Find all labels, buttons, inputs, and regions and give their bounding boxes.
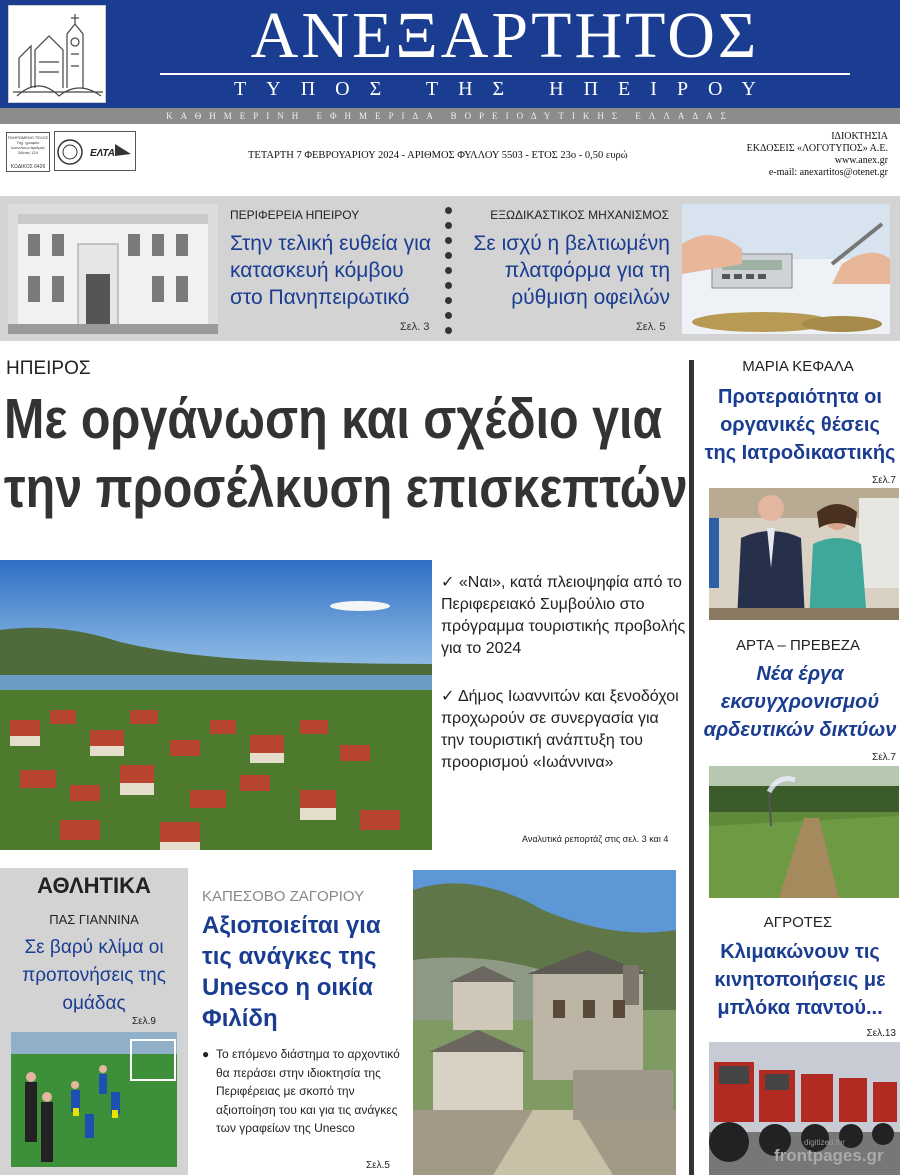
main-page-ref: Αναλυτικά ρεπορτάζ στις σελ. 3 και 4 [522,834,669,844]
elta-text: ΕΛΤΑ [90,148,116,159]
right-1-headline[interactable]: Προτεραιότητα οι οργανικές θέσεις της Ιατροδικαστικής [704,386,896,464]
sports-headline[interactable]: Σε βαρύ κλίμα οι προπονήσεις της ομάδας [22,937,166,1014]
right-3-page: Σελ.13 [866,1028,896,1039]
main-headline-line-1: Με οργάνωση και σχέδιο για [4,387,663,451]
zagori-text [202,1045,401,1138]
right-2-kicker: ΑΡΤΑ – ΠΡΕΒΕΖΑ [736,637,860,654]
right-2-headline[interactable]: Νέα έργα εκσυγχρονισμού αρδευτικών δικτύων [703,663,897,741]
masthead-subtitle: ΤΥΠΟΣ ΤΗΣ ΗΠΕΙΡΟΥ [234,78,776,100]
ioannina-photo [0,560,432,850]
column-divider [689,360,694,1175]
sports-title: ΑΘΛΗΤΙΚΑ [37,873,151,898]
separator-dot [445,252,452,259]
separator-dot [445,312,452,319]
owner-label: ΙΔΙΟΚΤΗΣΙΑ [831,131,888,142]
stamp-code: ΚΩΔΙΚΟΣ 6426 [10,164,46,170]
right-1-kicker: ΜΑΡΙΑ ΚΕΦΑΛΑ [742,358,854,375]
email-link[interactable]: e-mail: anexartitos@otenet.gr [768,167,888,178]
right-3-kicker: ΑΓΡΟΤΕΣ [763,914,833,931]
building-photo [8,204,218,334]
separator-dot [445,267,452,274]
separator-dot [445,207,452,214]
right-1-page: Σελ.7 [872,475,896,486]
main-bullet-1-text: «Ναι», κατά πλειοψηφία από το Περιφερειακό Συμβούλιο στο πρόγραμμα τουριστικής προβολής για το 2024 [441,574,686,657]
watermark [774,1136,884,1165]
owner-company: ΕΚΔΟΣΕΙΣ «ΛΟΓΟΤΥΠΟΣ» Α.Ε. [746,143,888,154]
separator-dot [445,297,452,304]
separator-dot [445,222,452,229]
mansion-photo [413,870,676,1175]
irrigation-photo [709,766,899,898]
football-photo [11,1032,177,1167]
right-3-headline[interactable]: Κλιμακώνουν τις κινητοποιήσεις με μπλόκα παντού... [714,941,886,1019]
teaser-1-headline[interactable]: Στην τελική ευθεία για κατασκευή κόμβου στο Πανηπειρωτικό [230,232,431,309]
teaser-1-page: Σελ. 3 [400,321,430,333]
bullet-dot-icon: ● [202,1047,210,1061]
postage-stamp: ΠΛΗΡΩΜΕΝΟ ΤΕΛΟΣ Ταχ. γραφείο Ιωαννίνων Αριθμός Άδειας 124 [6,132,50,172]
watermark-line-2: frontpages.gr [774,1146,884,1165]
officials-photo [709,488,899,620]
check-icon: ✓ [441,688,455,705]
zagori-page: Σελ.5 [366,1160,390,1171]
teaser-2-kicker: ΕΞΩΔΙΚΑΣΤΙΚΟΣ ΜΗΧΑΝΙΣΜΟΣ [490,208,669,222]
logo-icon [8,5,106,103]
separator-dot [445,327,452,334]
separator-dot [445,282,452,289]
zagori-headline[interactable]: Αξιοποιείται για τις ανάγκες της Unesco η οικία Φιλίδη [202,912,381,1032]
sports-page: Σελ.9 [132,1016,156,1027]
calculator-photo [682,204,890,334]
main-headline-line-2: την προσέλκυση επισκεπτών [4,456,688,520]
check-icon: ✓ [441,574,455,591]
main-bullet-2-text: Δήμος Ιωαννιτών και ξενοδόχοι προχωρούν σε συνεργασία για την τουριστική ανάπτυξη του προορισμού «Ιωάννινα» [441,688,679,771]
ownership-box [690,131,888,179]
teaser-2-headline[interactable]: Σε ισχύ η βελτιωμένη πλατφόρμα για τη ρύθμιση οφειλών [473,232,670,309]
teaser-2-page: Σελ. 5 [636,321,666,333]
main-kicker: ΗΠΕΙΡΟΣ [6,358,91,379]
masthead-title: ΑΝΕΞΑΡΤΗΤΟΣ [250,0,760,72]
right-2-page: Σελ.7 [872,752,896,763]
separator-dot [445,237,452,244]
masthead-strap: ΚΑΘΗΜΕΡΙΝΗ ΕΦΗΜΕΡΙΔΑ ΒΟΡΕΙΟΔΥΤΙΚΗΣ ΕΛΛΑΔΑΣ [0,108,900,124]
main-bullet-1 [441,572,686,660]
main-bullet-2 [441,686,686,774]
zagori-text-body: Το επόμενο διάστημα το αρχοντικό θα περάσει στην ιδιοκτησία της Περιφέρειας με σκοπό την αξιοποίηση του και για τις ανάγκες των γραφείων της Unesco [216,1047,400,1135]
teaser-1-kicker: ΠΕΡΙΦΕΡΕΙΑ ΗΠΕΙΡΟΥ [230,208,360,222]
zagori-kicker: ΚΑΠΕΣΟΒΟ ΖΑΓΟΡΙΟΥ [202,888,365,905]
website-link[interactable]: www.anex.gr [834,155,888,166]
watermark-line-1: digitized for [804,1138,845,1147]
masthead-divider [160,73,850,75]
sports-kicker: ΠΑΣ ΓΙΑΝΝΙΝΑ [49,912,139,927]
main-headline[interactable] [4,385,688,523]
dateline: ΤΕΤΑΡΤΗ 7 ΦΕΒΡΟΥΑΡΙΟΥ 2024 - ΑΡΙΘΜΟΣ ΦΥΛΛΟΥ 5503 - ΕΤΟΣ 23ο - 0,50 ευρώ [248,150,628,161]
